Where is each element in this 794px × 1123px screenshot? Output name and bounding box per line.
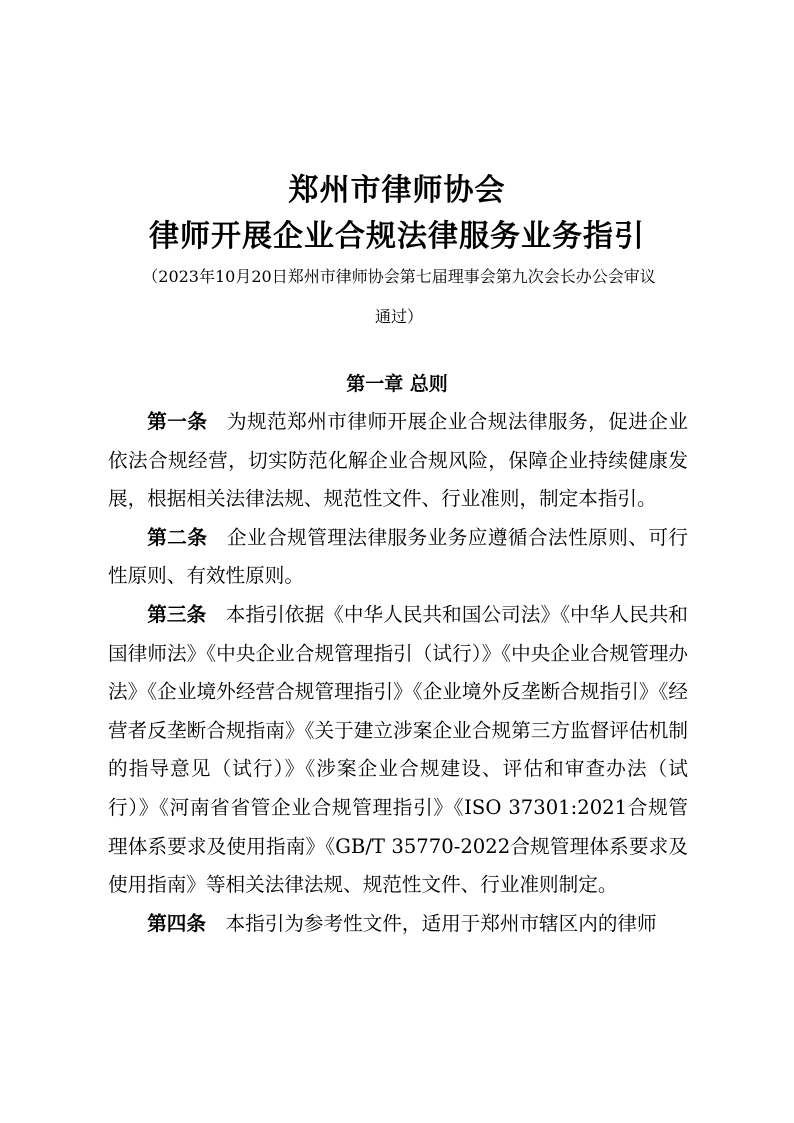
article-1-title: 第一条	[147, 410, 208, 433]
article-2-title: 第二条	[147, 525, 208, 549]
article-2-text: 企业合规管理法律服务业务应遵循合法性原则、可行性原则、有效性原则。	[108, 525, 689, 588]
article-4-title: 第四条	[147, 911, 206, 935]
article-3-text: 本指引依据《中华人民共和国公司法》《中华人民共和国律师法》《中央企业合规管理指引（试行）》《中央企业合规管理办法》《企业境外经营合规管理指引》《企业境外反垄断合规指引》《经营者反垄断合规指南》《关于建立涉案企业合规第三方监督评估机制的指导意见（试行）》《涉案企业合规建设、评估和审查办法（试行）》《河南省省管企业合规管理指引》《ISO 37301:2021合规管理体系要求及使用指南》《GB/T 35770-2022合规管理体系要求及使用指南》等相关法律法规、规范性文件、行业准则制定。	[108, 602, 689, 897]
subtitle-line-1: （2023年10月20日郑州市律师协会第七届理事会第九次会长办公会审议	[142, 267, 656, 286]
article-1-text: 为规范郑州市律师开展企业合规法律服务，促进企业依法合规经营，切实防范化解企业合规风险，保障企业持续健康发展，根据相关法律法规、规范性文件、行业准则，制定本指引。	[108, 410, 689, 511]
document-title	[0, 168, 794, 260]
subtitle-line-2: 通过）	[374, 307, 423, 326]
document-body	[108, 403, 688, 943]
document-subtitle	[104, 257, 694, 337]
article-4	[108, 905, 688, 944]
title-line-guideline: 律师开展企业合规法律服务业务指引	[149, 219, 645, 254]
title-line-organization: 郑州市律师协会	[288, 173, 506, 208]
chapter-heading: 第一章 总则	[346, 373, 448, 395]
article-2	[108, 519, 688, 596]
article-4-text: 本指引为参考性文件，适用于郑州市辖区内的律师	[225, 911, 657, 935]
article-3	[108, 596, 688, 905]
article-3-title: 第三条	[147, 602, 207, 626]
article-1	[108, 403, 688, 519]
